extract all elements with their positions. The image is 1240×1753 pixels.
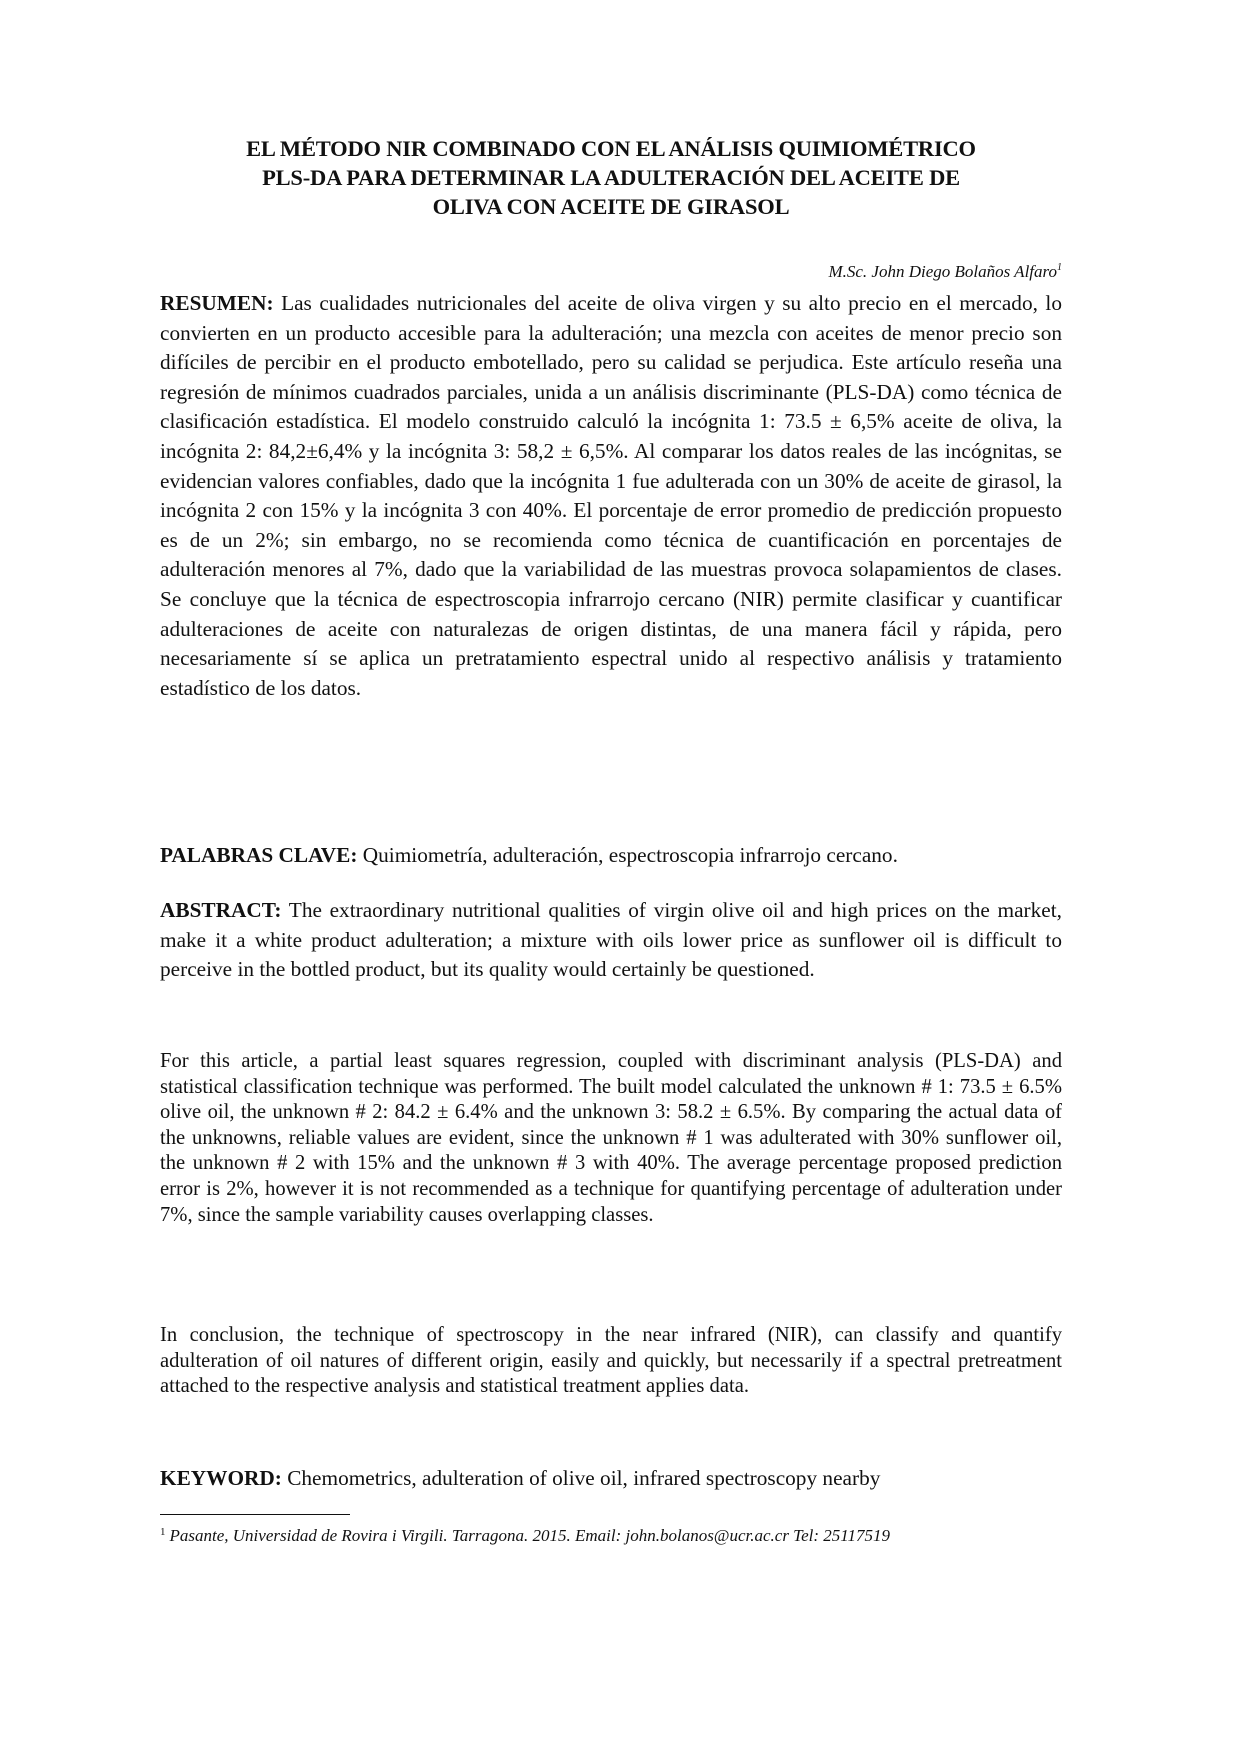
footnote-text: Pasante, Universidad de Rovira i Virgili. Tarragona. 2015. Email: john.bolanos@ucr.ac.cr Tel: 25117519 bbox=[169, 1526, 890, 1545]
abstract-text: The extraordinary nutritional qualities of virgin olive oil and high prices on the market, make it a white product adulteration; a mixture with oils lower price as sunflower oil is difficult to perceive in the bottled product, but its quality would certainly be questioned. bbox=[160, 898, 1062, 982]
title-line-1: EL MÉTODO NIR COMBINADO CON EL ANÁLISIS QUIMIOMÉTRICO bbox=[246, 136, 976, 161]
resumen-label: RESUMEN: bbox=[160, 291, 274, 315]
keyword-text: Chemometrics, adulteration of olive oil, infrared spectroscopy nearby bbox=[281, 1466, 881, 1490]
author-name: M.Sc. John Diego Bolaños Alfaro bbox=[828, 262, 1057, 281]
palabras-clave-label: PALABRAS CLAVE: bbox=[160, 843, 358, 867]
abstract-paragraph-1 bbox=[160, 896, 1062, 985]
resumen-text: Las cualidades nutricionales del aceite de oliva virgen y su alto precio en el mercado, lo convierten en un producto accesible para la adulteración; una mezcla con aceites de menor precio son difíciles de percibir en el producto embotellado, pero su calidad se perjudica. Este artículo reseña una regresión de mínimos cuadrados parciales, unida a un análisis discriminante (PLS-DA) como técnica de clasificación estadística. El modelo construido calculó la incógnita 1: 73.5 ± 6,5% aceite de oliva, la incógnita 2: 84,2±6,4% y la incógnita 3: 58,2 ± 6,5%. Al comparar los datos reales de las incógnitas, se evidencian valores confiables, dado que la incógnita 1 fue adulterada con un 30% de aceite de girasol, la incógnita 2 con 15% y la incógnita 3 con 40%. El porcentaje de error promedio de predicción propuesto es de un 2%; sin embargo, no se recomienda como técnica de cuantificación en porcentajes de adulteración menores al 7%, dado que la variabilidad de las muestras provoca solapamientos de clases. Se concluye que la técnica de espectroscopia infrarrojo cercano (NIR) permite clasificar y cuantificar adulteraciones de aceite con naturalezas de origen distintas, de una manera fácil y rápida, pero necesariamente sí se aplica un pretratamiento espectral unido al respectivo análisis y tratamiento estadístico de los datos. bbox=[160, 291, 1062, 700]
abstract-paragraph-2: For this article, a partial least squares regression, coupled with discriminant analysis (PLS-DA) and statistical classification technique was performed. The built model calculated the unknown # 1: 73.5 ± 6.5% olive oil, the unknown # 2: 84.2 ± 6.4% and the unknown 3: 58.2 ± 6.5%. By comparing the actual data of the unknowns, reliable values are evident, since the unknown # 1 was adulterated with 30% sunflower oil, the unknown # 2 with 15% and the unknown # 3 with 40%. The average percentage proposed prediction error is 2%, however it is not recommended as a technique for quantifying percentage of adulteration under 7%, since the sample variability causes overlapping classes. bbox=[160, 1050, 1062, 1226]
abstract-label: ABSTRACT: bbox=[160, 898, 282, 922]
footnote bbox=[160, 1524, 1062, 1548]
title-line-2: PLS-DA PARA DETERMINAR LA ADULTERACIÓN DEL ACEITE DE bbox=[262, 165, 960, 190]
title-line-3: OLIVA CON ACEITE DE GIRASOL bbox=[432, 194, 790, 219]
palabras-clave-paragraph bbox=[160, 841, 1062, 870]
footnote-divider bbox=[160, 1514, 350, 1515]
paper-title bbox=[160, 134, 1062, 221]
resumen-paragraph bbox=[160, 289, 1062, 703]
palabras-clave-text: Quimiometría, adulteración, espectroscopia infrarrojo cercano. bbox=[357, 843, 898, 867]
author-footnote-mark: 1 bbox=[1057, 262, 1062, 273]
keyword-label: KEYWORD: bbox=[160, 1466, 282, 1490]
author-line bbox=[828, 262, 1062, 282]
keyword-paragraph bbox=[160, 1464, 1062, 1492]
footnote-mark: 1 bbox=[160, 1526, 166, 1538]
abstract-paragraph-3: In conclusion, the technique of spectroscopy in the near infrared (NIR), can classify and quantify adulteration of oil natures of different origin, easily and quickly, but necessarily if a spectral pretreatment attached to the respective analysis and statistical treatment applies data. bbox=[160, 1324, 1062, 1398]
